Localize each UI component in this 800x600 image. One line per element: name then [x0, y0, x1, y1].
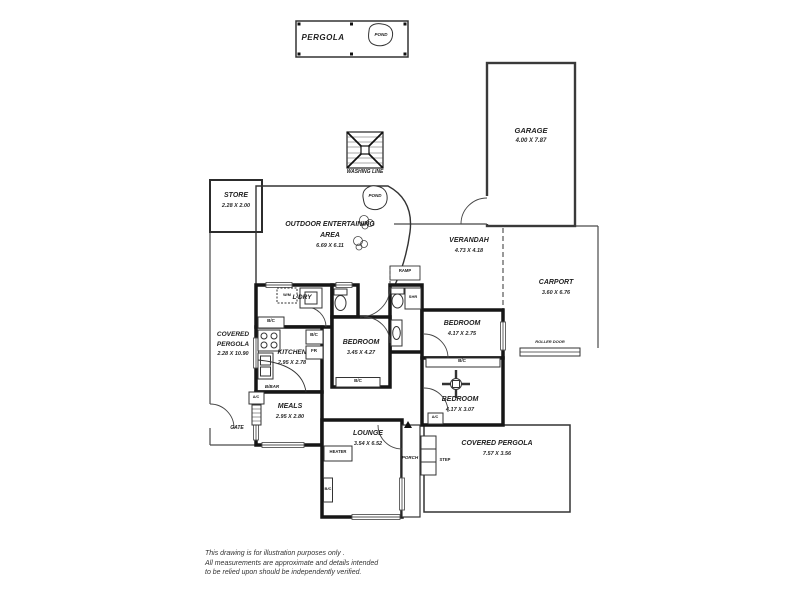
covered-pergola-left-label2: PERGOLA — [216, 341, 250, 348]
store-dims: 2.28 X 2.00 — [221, 203, 251, 209]
outdoor-area-label: OUTDOOR ENTERTAINING — [285, 221, 375, 228]
lounge-dims: 3.54 X 6.52 — [353, 441, 383, 447]
disclaimer-line-2: All measurements are approximate and details intended — [205, 559, 379, 567]
outdoor-area-dims: 6.69 X 6.11 — [316, 243, 344, 249]
covered-pergola-se-outline — [424, 425, 570, 512]
bc-label-hall: B/C — [310, 332, 318, 337]
bc-label-lounge: B/C — [324, 486, 332, 491]
ac-label-porch: A/C — [431, 415, 439, 419]
shr-label: SHR — [408, 294, 418, 299]
pond-outdoor-label: POND — [368, 193, 382, 198]
covered-pergola-se-label: COVERED PERGOLA — [461, 440, 533, 447]
carport-label: CARPORT — [538, 279, 574, 286]
bc-label-bedmid: B/C — [354, 378, 362, 383]
bedroom-ne-label: BEDROOM — [443, 320, 481, 327]
toilet-icon — [334, 289, 347, 311]
lounge-label: LOUNGE — [353, 430, 383, 437]
bedroom-mid-dims: 3.45 X 4.27 — [346, 350, 376, 356]
wm-label: W/M — [283, 293, 291, 297]
vanity-icon — [391, 320, 402, 346]
washing-line-icon — [347, 132, 383, 168]
heater-label: HEATER — [329, 449, 347, 454]
bedroom-se-dims: 4.17 X 3.07 — [445, 407, 475, 413]
pond-top-label: POND — [374, 32, 388, 37]
verandah-label: VERANDAH — [449, 237, 489, 244]
ac-hatch-strip — [252, 405, 261, 425]
store-label: STORE — [224, 192, 248, 199]
bc-label-bedne: B/C — [458, 358, 466, 363]
meals-label: MEALS — [277, 403, 303, 410]
meals-dims: 2.95 X 2.80 — [275, 414, 305, 420]
toilet-icon-2 — [391, 288, 404, 308]
kitchen-unit-icon — [258, 353, 273, 379]
bedroom-mid-label: BEDROOM — [342, 339, 380, 346]
steps-icon — [421, 436, 436, 475]
kitchen-label: KITCHEN — [277, 349, 307, 356]
bbar-label: B/BAR — [264, 384, 280, 389]
covered-pergola-left-label: COVERED — [216, 331, 250, 338]
covered-pergola-left-dims: 2.28 X 10.90 — [217, 351, 249, 357]
gate-label: GATE — [230, 425, 244, 431]
fr-label: FR — [311, 348, 317, 353]
roller-door-icon — [520, 348, 580, 356]
covered-pergola-se-dims: 7.57 X 3.56 — [482, 451, 512, 457]
garage-label: GARAGE — [514, 126, 548, 135]
bedroom-se-label: BEDROOM — [441, 396, 479, 403]
disclaimer-line-1: This drawing is for illustration purposes only . — [205, 550, 345, 557]
carport-dims: 3.60 X 6.76 — [541, 290, 571, 296]
garage-dims: 4.00 X 7.87 — [515, 138, 547, 144]
step-label: STEP — [439, 457, 451, 462]
outdoor-area-label2: AREA — [320, 232, 340, 239]
bedroom-ne-dims: 4.17 X 2.75 — [447, 331, 477, 337]
kitchen-dims: 2.95 X 2.78 — [277, 360, 307, 366]
washing-line-label: WASHING LINE — [346, 169, 384, 175]
bc-label-kitchen: B/C — [267, 318, 275, 323]
stove-icon — [258, 330, 280, 351]
disclaimer-line-3: to be relied upon should be independently verified. — [205, 569, 362, 576]
pergola-top-label: PERGOLA — [301, 33, 345, 42]
roller-door-label: ROLLER DOOR — [535, 339, 565, 344]
verandah-dims: 4.73 X 4.18 — [454, 248, 484, 254]
porch-label: PORCH — [401, 455, 419, 460]
ldry-label: L'DRY — [292, 294, 312, 301]
ramp-label: RAMP — [398, 268, 412, 273]
ac-label-left: A/C — [252, 395, 260, 399]
disclaimer-text — [205, 549, 378, 578]
